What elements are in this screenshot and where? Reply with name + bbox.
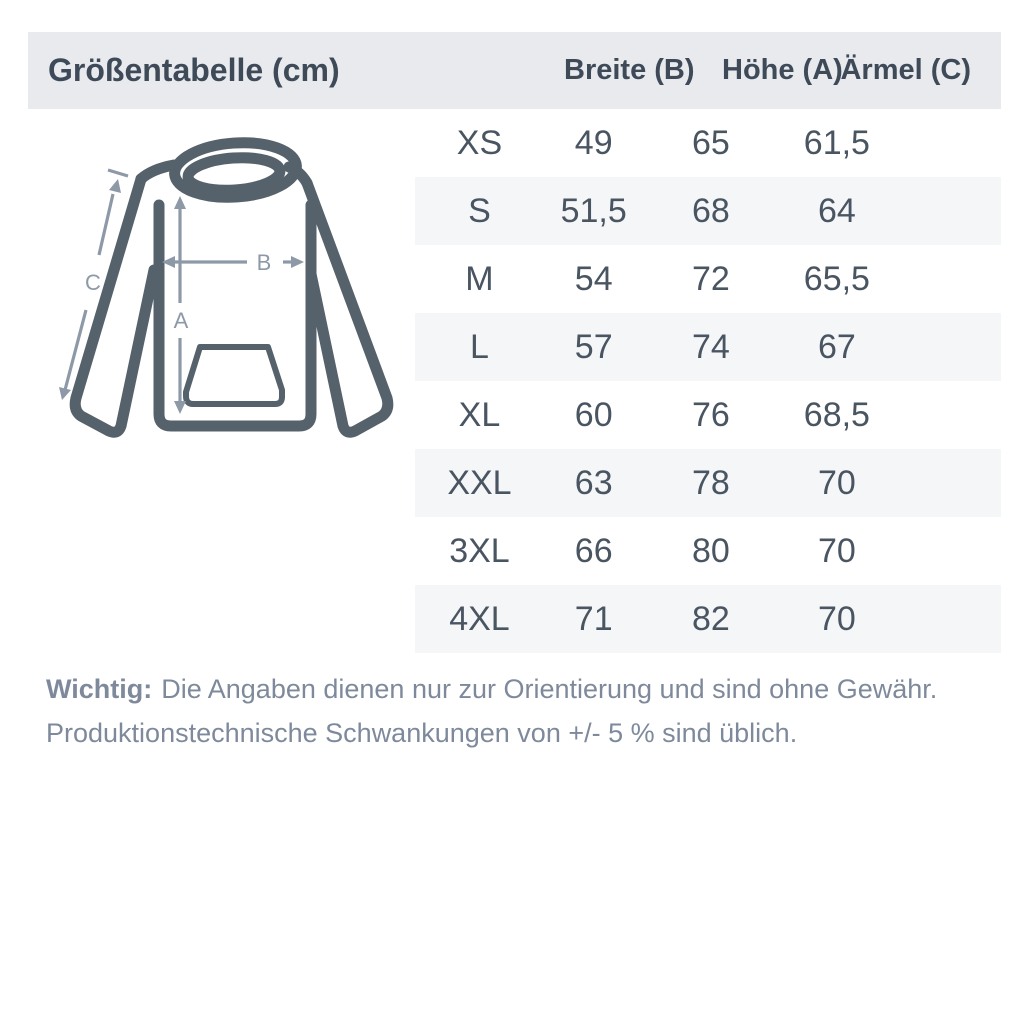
cell-aermel: 70: [817, 599, 856, 638]
hood-inner-ring: [187, 155, 281, 193]
cell-aermel: 70: [817, 463, 856, 502]
table-row: [415, 177, 1001, 245]
table-row: [415, 585, 1001, 653]
measure-label-a: A: [173, 308, 189, 333]
cell-hoehe: 72: [691, 259, 730, 298]
cell-aermel: 65,5: [803, 259, 870, 298]
cell-breite: 51,5: [560, 191, 627, 230]
arrow-c-line: [99, 194, 113, 255]
arrow-c-tick: [108, 170, 128, 176]
cell-hoehe: 80: [691, 531, 730, 570]
cell-aermel: 70: [817, 531, 856, 570]
footnote: [46, 668, 956, 755]
table-row: [415, 109, 1001, 177]
cell-size: 4XL: [449, 599, 510, 638]
table-row: [415, 517, 1001, 585]
footnote-line-1: [46, 668, 956, 712]
hoodie-measurement-diagram: [40, 115, 420, 455]
cell-aermel: 64: [817, 191, 856, 230]
footnote-line-2: [46, 712, 956, 756]
cell-breite: 60: [574, 395, 613, 434]
table-row: [415, 449, 1001, 517]
cell-size: XXL: [447, 463, 512, 502]
arrow-a-head-down: [174, 401, 186, 414]
cell-aermel: 68,5: [803, 395, 870, 434]
footnote-text-2: Produktionstechnische Schwankungen von +/- 5 % sind üblich.: [46, 717, 798, 748]
page-title: Größentabelle (cm): [48, 52, 340, 88]
cell-breite: 54: [574, 259, 613, 298]
cell-aermel: 67: [817, 327, 856, 366]
measure-label-b: B: [256, 250, 272, 275]
cell-size: S: [468, 191, 491, 230]
footnote-text-1: Die Angaben dienen nur zur Orientierung und sind ohne Gewähr.: [161, 674, 938, 704]
cell-hoehe: 76: [691, 395, 730, 434]
header-band: [28, 32, 1001, 109]
cell-hoehe: 68: [691, 191, 730, 230]
cell-size: XS: [456, 123, 503, 162]
cell-hoehe: 82: [691, 599, 730, 638]
cell-size: L: [469, 327, 489, 366]
size-table-body: [415, 109, 1001, 653]
cell-breite: 71: [574, 599, 613, 638]
cell-size: 3XL: [449, 531, 510, 570]
cell-hoehe: 65: [691, 123, 730, 162]
arrow-c-head-down: [59, 387, 71, 400]
cell-size: M: [465, 259, 494, 298]
measure-label-c: C: [85, 270, 101, 295]
left-sleeve-outline: [75, 179, 154, 432]
cell-hoehe: 78: [691, 463, 730, 502]
column-header-breite: Breite (B): [564, 54, 695, 86]
pocket-outline: [186, 347, 282, 404]
arrow-a-head-up: [174, 196, 186, 209]
table-row: [415, 381, 1001, 449]
cell-breite: 63: [574, 463, 613, 502]
left-shoulder-outline: [141, 165, 174, 179]
footnote-important-label: Wichtig:: [46, 674, 153, 704]
cell-breite: 49: [574, 123, 613, 162]
arrow-b-head-right: [291, 256, 304, 268]
cell-breite: 57: [574, 327, 613, 366]
cell-aermel: 61,5: [803, 123, 870, 162]
table-row: [415, 245, 1001, 313]
arrow-c-head-up: [109, 179, 121, 193]
cell-hoehe: 74: [691, 327, 730, 366]
table-row: [415, 313, 1001, 381]
cell-size: XL: [458, 395, 501, 434]
cell-breite: 66: [574, 531, 613, 570]
right-sleeve-outline: [307, 183, 388, 432]
column-header-aermel: Ärmel (C): [840, 54, 971, 86]
column-header-hoehe: Höhe (A): [722, 54, 843, 86]
